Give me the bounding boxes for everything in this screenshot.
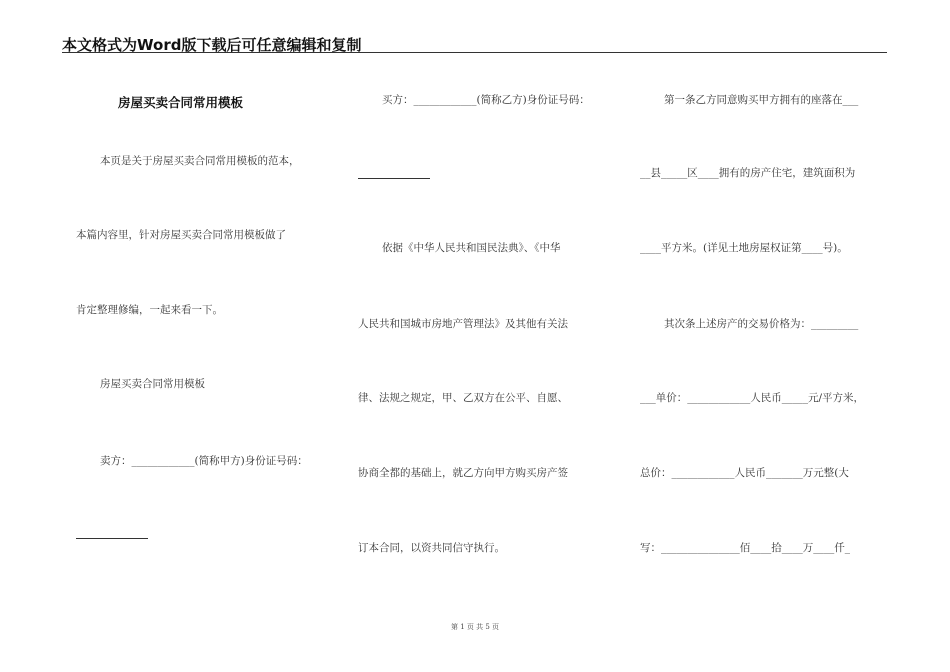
col3-line-7: 写：_______________佰____拾____万____仟_ (640, 542, 850, 554)
col2-line-6: 订本合同，以资共同信守执行。 (358, 542, 505, 554)
col3-line-3: ____平方米。(详见土地房屋权证第____号)。 (640, 242, 848, 254)
col2-line-5: 协商全都的基础上，就乙方向甲方购买房产签 (358, 467, 568, 479)
col2-line-1: 买方：____________(简称乙方)身份证号码： (382, 94, 590, 106)
col2-line-4: 律、法规之规定，甲、乙双方在公平、自愿、 (358, 392, 568, 404)
document-header: 本文格式为Word版下载后可任意编辑和复制 (62, 36, 362, 54)
page-title: 房屋买卖合同常用模板 (118, 95, 244, 110)
col1-line-2: 本篇内容里，针对房屋买卖合同常用模板做了 (76, 229, 286, 241)
header-divider (62, 52, 887, 53)
col2-line-3: 人民共和国城市房地产管理法》及其他有关法 (358, 318, 568, 330)
col2-blank-underline (358, 178, 430, 179)
col3-line-2: __县_____区____拥有的房产住宅，建筑面积为 (640, 167, 856, 179)
col3-line-6: 总价：____________人民币_______万元整(大 (640, 467, 849, 479)
col3-line-5: ___单价：____________人民币_____元/平方米， (640, 392, 865, 404)
col2-line-2: 依据《中华人民共和国民法典》、《中华 (382, 242, 561, 254)
col3-line-1: 第一条乙方同意购买甲方拥有的座落在___ (664, 94, 859, 106)
col3-line-4: 其次条上述房产的交易价格为：_________ (664, 318, 859, 330)
col1-line-5: 卖方：____________(简称甲方)身份证号码： (100, 455, 308, 467)
page-number: 第 1 页 共 5 页 (450, 623, 500, 631)
col1-line-4: 房屋买卖合同常用模板 (100, 378, 205, 390)
col1-line-3: 肯定整理修编，一起来看一下。 (76, 304, 223, 316)
col1-line-1: 本页是关于房屋买卖合同常用模板的范本， (100, 155, 300, 167)
col1-blank-underline (76, 538, 148, 539)
